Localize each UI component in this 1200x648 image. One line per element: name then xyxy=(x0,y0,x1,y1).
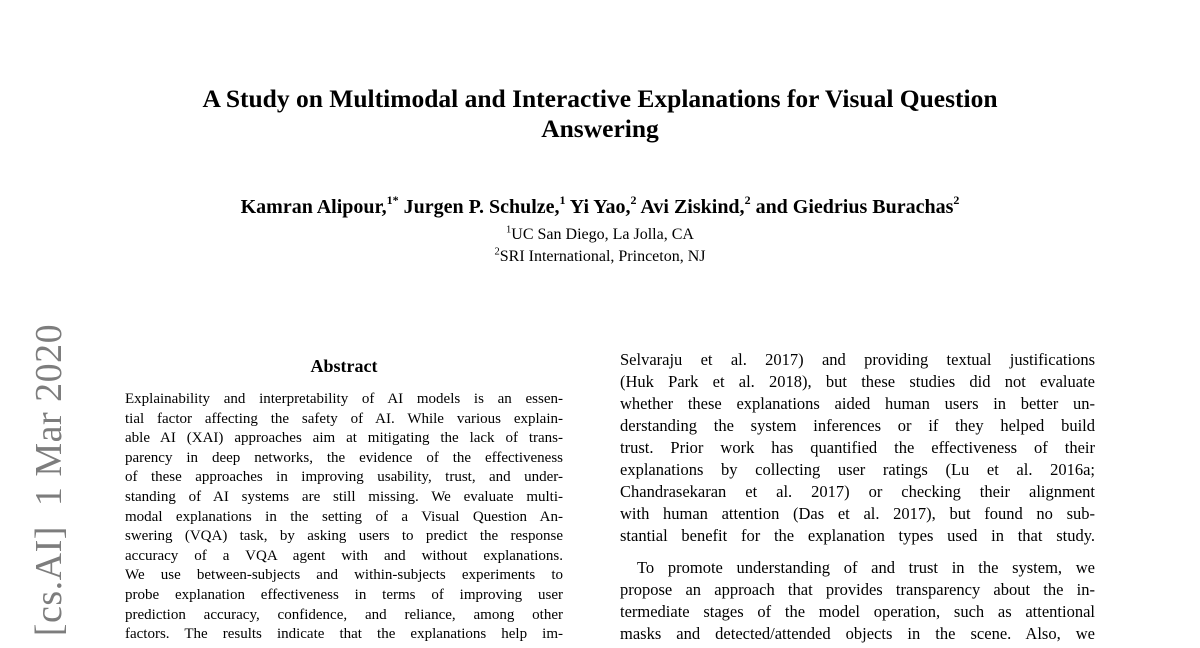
paragraph-2 xyxy=(620,557,1095,645)
text-line: Explainability and interpretability of AI models is an essen- xyxy=(125,391,563,407)
author-name: Jurgen P. Schulze, xyxy=(403,196,560,218)
text-line: Chandrasekaran et al. 2017) or checking their alignment xyxy=(620,482,1095,501)
text-line: derstanding the system inferences or if they helped build xyxy=(620,416,1095,435)
text-line: modal explanations in the setting of a Visual Question An- xyxy=(125,508,563,525)
author-superscript: 2 xyxy=(630,193,637,208)
author-superscript: 1 xyxy=(559,193,566,208)
author-superscript: 2 xyxy=(744,193,751,208)
text-line: prediction accuracy, confidence, and reliance, among other xyxy=(125,606,563,623)
author-name: and Giedrius Burachas xyxy=(755,196,954,218)
text-line: probe explanation effectiveness in terms of improving user xyxy=(125,586,563,603)
text-line: trust. Prior work has quantified the effectiveness of their xyxy=(620,438,1095,457)
paper-title-line-2: Answering xyxy=(541,114,659,143)
text-line: masks and detected/attended objects in the scene. Also, we xyxy=(620,624,1095,643)
abstract-heading: Abstract xyxy=(310,356,378,376)
text-line: propose an approach that provides transparency about the in- xyxy=(620,580,1095,599)
author-name: Kamran Alipour, xyxy=(240,196,387,218)
affiliation-text: UC San Diego, La Jolla, CA xyxy=(511,226,694,243)
text-line: swering (VQA) task, by asking users to predict the response xyxy=(125,528,563,545)
text-line: of these approaches in improving usability, trust, and under- xyxy=(125,469,563,486)
author-name: Avi Ziskind, xyxy=(640,196,745,218)
text-line: explanations by collecting user ratings (Lu et al. 2016a; xyxy=(620,460,1095,479)
text-line: whether these explanations aided human users in better un- xyxy=(620,394,1095,413)
paper-title xyxy=(0,84,1200,144)
text-line: (Huk Park et al. 2018), but these studies did not evaluate xyxy=(620,372,1095,391)
paper-title-line-1: A Study on Multimodal and Interactive Explanations for Visual Question xyxy=(202,84,998,113)
affiliation-2 xyxy=(0,246,1200,268)
abstract-body xyxy=(125,390,563,645)
text-line: accuracy of a VQA agent with and without explanations. xyxy=(125,547,563,564)
text-line: stantial benefit for the explanation types used in that study. xyxy=(620,526,1095,545)
affiliation-text: SRI International, Princeton, NJ xyxy=(499,248,706,265)
text-line: To promote understanding of and trust in the system, we xyxy=(637,558,1095,577)
affiliations xyxy=(0,224,1200,268)
author-name: Yi Yao, xyxy=(569,196,631,218)
affiliation-superscript: 2 xyxy=(494,246,500,258)
text-line: able AI (XAI) approaches aim at mitigating the lack of trans- xyxy=(125,430,563,447)
right-column xyxy=(620,349,1095,645)
author-superscript: 1* xyxy=(386,193,399,208)
text-line: standing of AI systems are still missing. We evaluate multi- xyxy=(125,488,563,505)
left-column xyxy=(125,355,563,645)
author-line xyxy=(0,193,1200,219)
text-line: parency in deep networks, the evidence of the effectiveness xyxy=(125,449,563,466)
text-line: termediate stages of the model operation, such as attentional xyxy=(620,602,1095,621)
text-line: with human attention (Das et al. 2017), but found no sub- xyxy=(620,504,1095,523)
text-line: factors. The results indicate that the explanations help im- xyxy=(125,626,563,643)
affiliation-1 xyxy=(0,224,1200,246)
author-superscript: 2 xyxy=(953,193,960,208)
text-line: tial factor affecting the safety of AI. While various explain- xyxy=(125,410,563,427)
text-line: Selvaraju et al. 2017) and providing textual justifications xyxy=(620,350,1095,369)
affiliation-superscript: 1 xyxy=(506,224,512,236)
text-line: We use between-subjects and within-subjects experiments to xyxy=(125,567,563,584)
paragraph-1 xyxy=(620,349,1095,547)
arxiv-stamp: [cs.AI] 1 Mar 2020 xyxy=(28,323,70,637)
